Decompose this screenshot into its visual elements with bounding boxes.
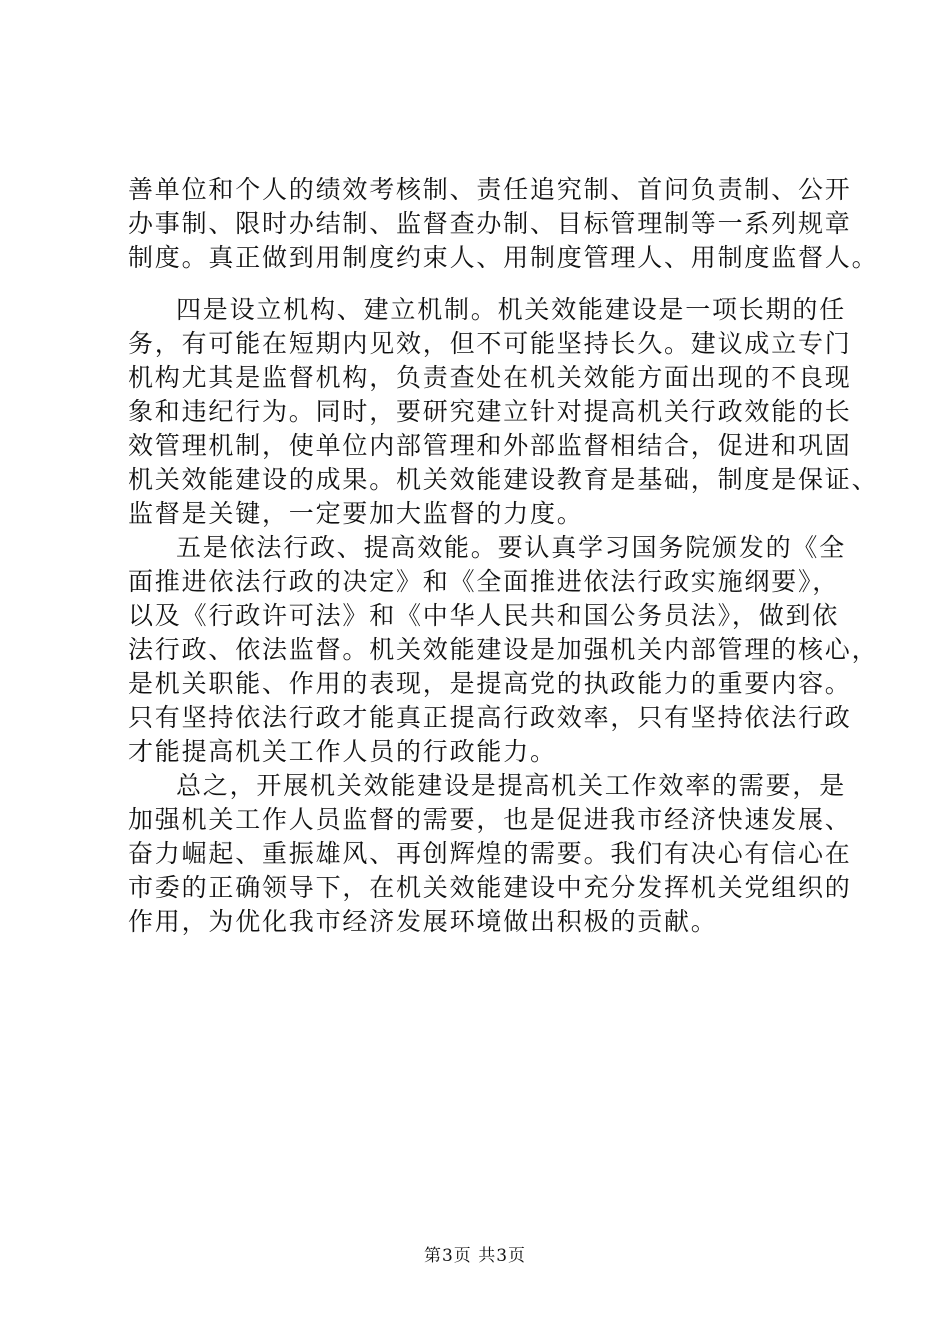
text-line: 只有坚持依法行政才能真正提高行政效率，只有坚持依法行政 (128, 703, 852, 732)
text-line: 效管理机制，使单位内部管理和外部监督相结合，促进和巩固 (128, 431, 852, 460)
paragraph-first-line: 总之，开展机关效能建设是提高机关工作效率的需要，是 (176, 771, 847, 800)
text-line: 市委的正确领导下，在机关效能建设中充分发挥机关党组织的 (128, 873, 852, 902)
text-line: 善单位和个人的绩效考核制、责任追究制、首问负责制、公开 (128, 175, 852, 204)
paragraph-first-line: 四是设立机构、建立机制。机关效能建设是一项长期的任 (176, 295, 847, 324)
text-line: 办事制、限时办结制、监督查办制、目标管理制等一系列规章 (128, 209, 852, 238)
text-line: 务，有可能在短期内见效，但不可能坚持长久。建议成立专门 (128, 329, 852, 358)
paragraph-first-line: 五是依法行政、提高效能。要认真学习国务院颁发的《全 (176, 533, 847, 562)
text-line: 作用，为优化我市经济发展环境做出积极的贡献。 (128, 907, 718, 936)
text-line: 以及《行政许可法》和《中华人民共和国公务员法》，做到依 (128, 601, 840, 630)
text-line: 象和违纪行为。同时，要研究建立针对提高机关行政效能的长 (128, 397, 852, 426)
text-line: 监督是关键，一定要加大监督的力度。 (128, 499, 584, 528)
page-number-footer: 第3页 共3页 (423, 1246, 527, 1266)
text-line: 加强机关工作人员监督的需要，也是促进我市经济快速发展、 (128, 805, 852, 834)
text-line: 制度。真正做到用制度约束人、用制度管理人、用制度监督人。 (128, 243, 879, 272)
text-line: 机构尤其是监督机构，负责查处在机关效能方面出现的不良现 (128, 363, 852, 392)
text-line: 机关效能建设的成果。机关效能建设教育是基础，制度是保证、 (128, 465, 879, 494)
text-line: 才能提高机关工作人员的行政能力。 (128, 737, 557, 766)
text-line: 奋力崛起、重振雄风、再创辉煌的需要。我们有决心有信心在 (128, 839, 852, 868)
text-line: 法行政、依法监督。机关效能建设是加强机关内部管理的核心， (128, 635, 879, 664)
text-line: 面推进依法行政的决定》和《全面推进依法行政实施纲要》， (128, 567, 840, 596)
text-line: 是机关职能、作用的表现，是提高党的执政能力的重要内容。 (128, 669, 852, 698)
